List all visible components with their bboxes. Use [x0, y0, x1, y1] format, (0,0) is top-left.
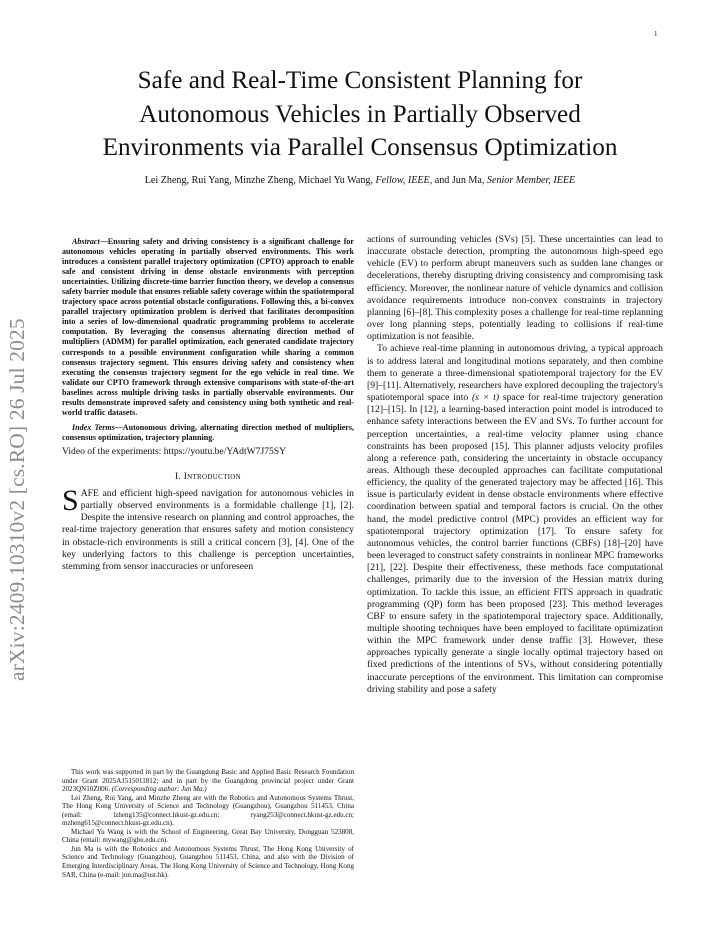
wang-member-grade: Fellow, IEEE	[375, 175, 430, 186]
footnote-affiliation-2: Michael Yu Wang is with the School of Engineering, Great Bay University, Dongguan 523808, China (email: mywang@gbu.edu.cn).	[62, 827, 354, 845]
index-terms-lead: Index Terms	[72, 422, 115, 432]
abstract	[62, 237, 354, 418]
footnote-affiliation-1: Lei Zheng, Rui Yang, and Minzhe Zheng are with the Robotics and Autonomous Systems Thrust, The Hong Kong University of Science and Technology (Guangzhou), Guangzhou 511453, China (email: lzheng135@connect.hkust-gz.edu.cn; ryang253@connect.hkust-gz.edu.cn; mzheng615@connect.hkust-gz.edu.cn).	[62, 793, 354, 828]
author-and: , and Jun Ma,	[429, 175, 487, 186]
abstract-lead: Abstract	[72, 237, 100, 246]
arxiv-identifier-stamp: arXiv:2409.10310v2 [cs.RO] 26 Jul 2025	[5, 318, 29, 681]
title-line-2: Autonomous Vehicles in Partially Observed	[139, 100, 581, 128]
intro-paragraph-2-text-b: space for real-time trajectory generation [12]–[15]. In [12], a learning-based interaction point model is introduced to enhance safety interactions between the EV and SVs. To further account for perception uncertainties, a real-time velocity planner using chance constraints has been proposed [15]. This planner adjusts velocity profiles along a reference path, considering the uncertainty in obstacle occupancy areas. Although these decoupled approaches can facilitate computational efficiency, the quality of the generated trajectory may be affected [16]. This issue is particularly evident in dense obstacle environments where effective coordination between spatial and temporal factors is crucial. On the other hand, the model predictive control (MPC) provides an efficient way for spatiotemporal trajectory optimization [17]. To ensure safety for autonomous vehicles, the control barrier functions (CBFs) [18]–[20] have been leveraged to construct safety constraints in nonlinear MPC frameworks [21], [22]. Despite their effectiveness, these methods face computational challenges, primarily due to the inversion of the Hessian matrix during optimization. To tackle this issue, an efficient FITS approach in quadratic programming (QP) form has been proposed [23]. This method leverages CBF to ensure safety in the spatiotemporal trajectory space. Additionally, multiple shooting techniques have been employed to facilitate optimization within the MPC framework under dense traffic [3]. However, these approaches typically generate a single locally optimal trajectory based on fixed predictions of the intentions of SVs, without considering potentially inaccurate perceptions of the environment. This limitation can compromise driving stability and pose a safety	[367, 392, 663, 695]
footnote-funding	[62, 768, 354, 794]
footnote-corresponding: (Corresponding author: Jun Ma.)	[111, 785, 207, 794]
index-terms	[62, 423, 354, 443]
video-link[interactable]: Video of the experiments: https://youtu.be/YAdtW7J75SY	[62, 445, 287, 457]
intro-paragraph-2	[367, 343, 663, 696]
drop-cap-letter: S	[62, 483, 79, 517]
section-heading-introduction: I. Introduction	[175, 471, 241, 482]
intro-paragraph-continued: actions of surrounding vehicles (SVs) [5]. These uncertainties can lead to inaccurate obstacle detection, prompting the autonomous high-speed ego vehicle (EV) to perform abrupt maneuvers such as sudden lane changes or decelerations, thereby disrupting driving consistency and compromising task efficiency. Moreover, the nonlinear nature of vehicle dynamics and collision avoidance requirements introduce non-convex constraints in trajectory planning [6]–[8]. This complexity poses a challenge for real-time replanning over long planning steps, potentially leading to collisions if real-time optimization is not feasible.	[367, 234, 663, 343]
intro-paragraph-2-text-a: To achieve real-time planning in autonomous driving, a typical approach is to address lateral and longitudinal motions separately, and then combine them to generate a three-dimensional spatiotemporal trajectory for the EV [9]–[11]. Alternatively, researchers have explored decoupling the trajectory's spatiotemporal space into	[367, 343, 663, 404]
footnote-funding-text: This work was supported in part by the Guangdong Basic and Applied Basic Research Foundation under Grant 2025A1515011812; and in part by the Guangdong provincial project under Grant 2023QN10Z006.	[62, 768, 354, 794]
right-column	[367, 234, 663, 696]
paper-title	[40, 64, 680, 165]
title-line-1: Safe and Real-Time Consistent Planning for	[137, 67, 583, 94]
math-s-times-t: (s × t)	[472, 392, 500, 404]
title-line-3: Environments via Parallel Consensus Optimization	[102, 134, 618, 161]
ma-member-grade: Senior Member, IEEE	[486, 175, 576, 186]
index-terms-text: —Autonomous driving, alternating direction method of multipliers, consensus optimization, trajectory planning.	[62, 422, 355, 442]
footnote-affiliation-3: Jun Ma is with the Robotics and Autonomous Systems Thrust, The Hong Kong University of Science and Technology (Guangzhou), Guangzhou 511453, China, and also with the Division of Emerging Interdisciplinary Areas, The Hong Kong University of Science and Technology, Hong Kong SAR, China (e-mail: jun.ma@ust.hk).	[62, 844, 354, 879]
abstract-text: —Ensuring safety and driving consistency is a significant challenge for autonomous vehicles operating in partially observed environments. This work introduces a consistent parallel trajectory optimization (CPTO) approach to enable safe and consistent driving in dense obstacle environments with perception uncertainties. Utilizing discrete-time barrier function theory, we develop a consensus safety barrier module that ensures reliable safety coverage within the spatiotemporal trajectory space across potential obstacle configurations. Following this, a bi-convex parallel trajectory optimization problem is derived that facilitates decomposition into a series of low-dimensional quadratic programming problems to accelerate computation. By leveraging the consensus alternating direction method of multipliers (ADMM) for parallel optimization, each generated candidate trajectory corresponds to a possible environment configuration while sharing a common consensus trajectory segment. This ensures driving safety and consistency when executing the consensus trajectory segment for the ego vehicle in real time. We validate our CPTO framework through extensive comparisons with state-of-the-art baselines across multiple driving tasks in partially observable environments. Our results demonstrate improved safety and consistency using both synthetic and real-world traffic datasets.	[62, 237, 354, 417]
left-column	[62, 237, 354, 573]
first-word-rest: AFE	[80, 487, 99, 499]
footnotes	[62, 768, 354, 879]
intro-paragraph-1	[62, 483, 354, 573]
author-names: Lei Zheng, Rui Yang, Minzhe Zheng, Michael Yu Wang,	[144, 175, 376, 186]
page-number: 1	[654, 30, 658, 38]
author-list	[40, 175, 680, 186]
intro-paragraph-1-text: and efficient high-speed navigation for autonomous vehicles in partially observed environments is a formidable challenge [1], [2]. Despite the intensive research on planning and control approaches, the real-time trajectory generation that ensures safety and motion consistency in obstacle-rich environments is still a critical concern [3], [4]. One of the key underlying factors to this challenge is perception uncertainties, stemming from sensor inaccuracies or unforeseen	[62, 487, 354, 572]
